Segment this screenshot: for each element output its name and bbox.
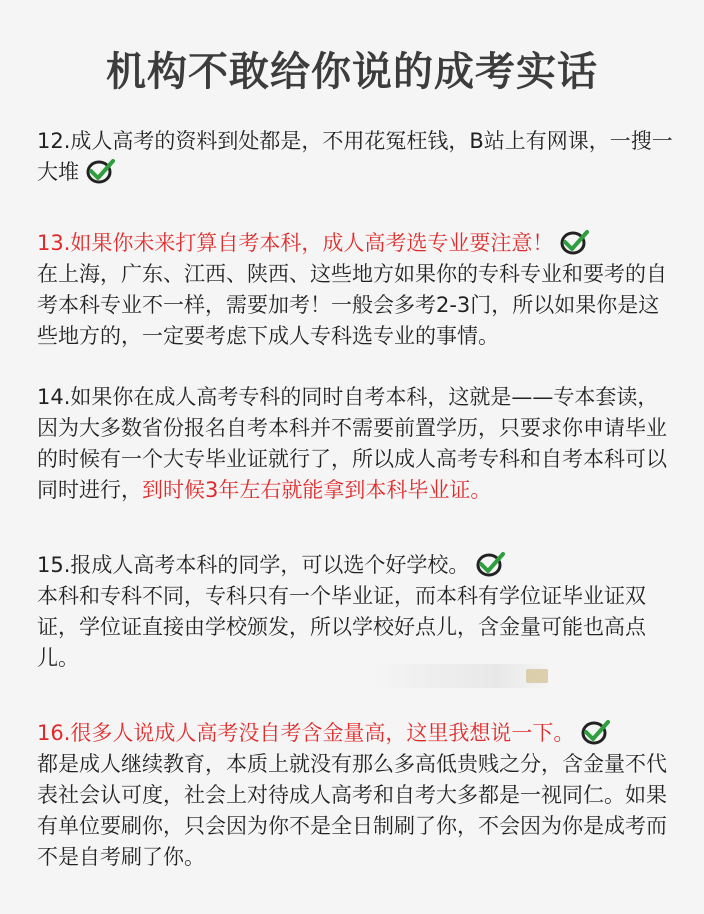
check-circle-icon bbox=[559, 229, 589, 255]
check-circle-icon bbox=[475, 551, 505, 577]
check-circle-icon bbox=[580, 719, 610, 745]
tip-15-body: 本科和专科不同，专科只有一个毕业证，而本科有学位证毕业证双证，学位证直接由学校颁发，所以学校好点儿，含金量可能也高点儿。 bbox=[37, 584, 646, 670]
check-circle-icon bbox=[85, 158, 115, 184]
page-title: 机构不敢给你说的成考实话 bbox=[106, 49, 598, 95]
tip-12 bbox=[37, 126, 673, 188]
blurred-watermark bbox=[372, 664, 552, 688]
tip-14-body: 14.如果你在成人高考专科的同时自考本科，这就是——专本套读，因为大多数省份报名自考本科并不需要前置学历，只要求你申请毕业的时候有一个大专毕业证就行了，所以成人高考专科和自考本科可以同时进行， bbox=[37, 385, 667, 502]
watermark-dot bbox=[526, 669, 548, 683]
tip-16 bbox=[37, 718, 673, 873]
tip-14-highlight: 到时候3年左右就能拿到本科毕业证。 bbox=[142, 478, 492, 502]
tip-12-text: 12.成人高考的资料到处都是，不用花冤枉钱，B站上有网课，一搜一大堆 bbox=[37, 129, 673, 184]
tip-13-heading: 13.如果你未来打算自考本科，成人高考选专业要注意！ bbox=[37, 231, 554, 255]
tip-16-heading: 16.很多人说成人高考没自考含金量高，这里我想说一下。 bbox=[37, 721, 575, 745]
tip-15 bbox=[37, 550, 673, 674]
tip-16-body: 都是成人继续教育，本质上就没有那么多高低贵贱之分，含金量不代表社会认可度，社会上对待成人高考和自考大多都是一视同仁。如果有单位要刷你，只会因为你不是全日制刷了你，不会因为你是成考而不是自考刷了你。 bbox=[37, 752, 667, 869]
tip-14 bbox=[37, 382, 673, 506]
tip-13-body: 在上海，广东、江西、陕西、这些地方如果你的专科专业和要考的自考本科专业不一样，需要加考！一般会多考2-3门，所以如果你是这些地方的，一定要考虑下成人专科选专业的事情。 bbox=[37, 262, 667, 348]
tip-15-heading: 15.报成人高考本科的同学，可以选个好学校。 bbox=[37, 553, 470, 577]
tip-13 bbox=[37, 228, 673, 352]
